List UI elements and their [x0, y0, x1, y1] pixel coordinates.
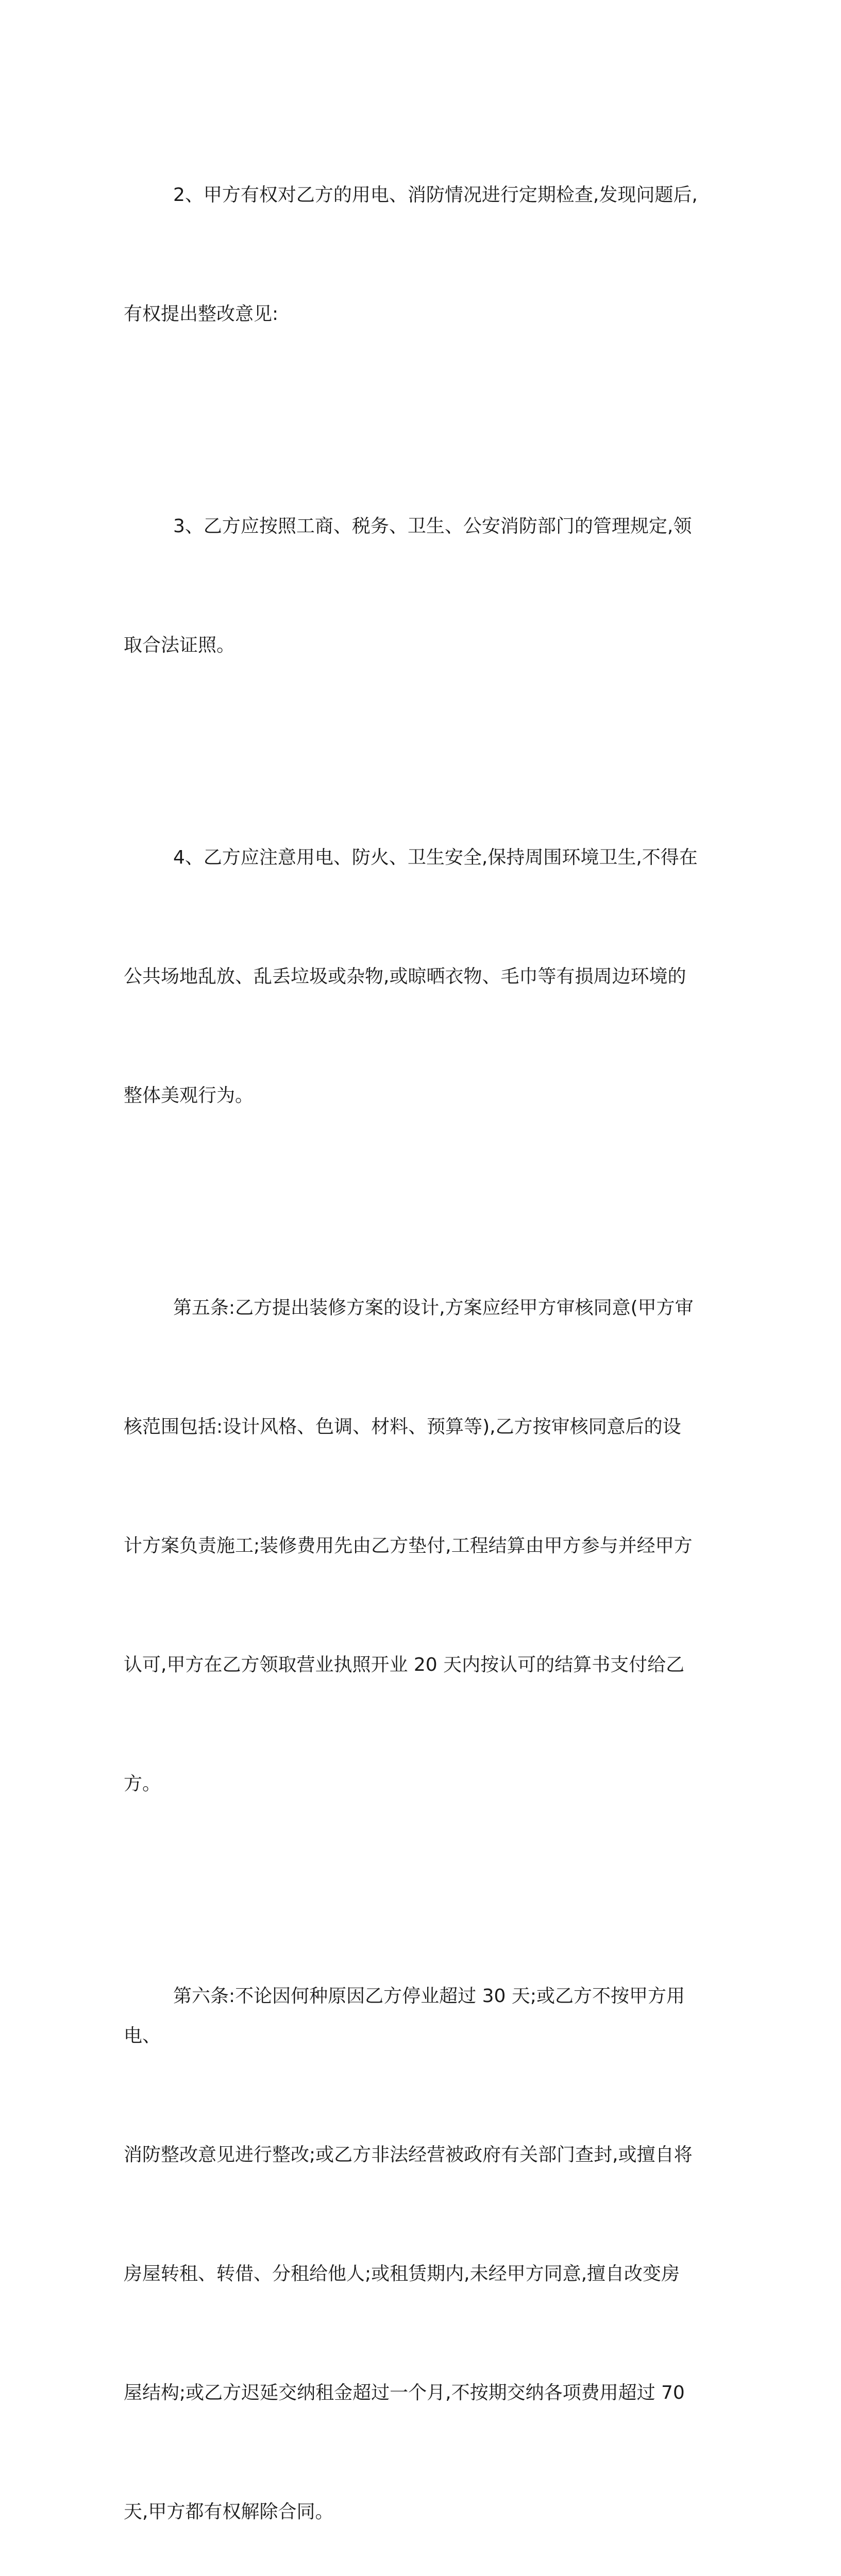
paragraph-line: 取合法证照。	[124, 635, 236, 656]
paragraph-line: 2、甲方有权对乙方的用电、消防情况进行定期检查,发现问题后,	[173, 184, 698, 206]
paragraph-line: 认可,甲方在乙方领取营业执照开业 20 天内按认可的结算书支付给乙	[124, 1654, 685, 1675]
paragraph-line: 核范围包括:设计风格、色调、材料、预算等),乙方按审核同意后的设	[124, 1416, 681, 1437]
article-6-paragraph	[124, 1897, 721, 2576]
clause-3-paragraph	[124, 427, 721, 744]
paragraph-line: 消防整改意见进行整改;或乙方非法经营被政府有关部门查封,或擅自将	[124, 2144, 693, 2165]
paragraph-line: 有权提出整改意见:	[124, 303, 279, 325]
paragraph-line: 房屋转租、转借、分租给他人;或租赁期内,未经甲方同意,擅自改变房	[124, 2263, 680, 2284]
clause-4-paragraph	[124, 758, 721, 1195]
paragraph-line: 整体美观行为。	[124, 1085, 254, 1106]
document-body	[124, 96, 721, 2576]
clause-2-paragraph	[124, 96, 721, 413]
paragraph-line: 方。	[124, 1773, 161, 1794]
paragraph-line: 屋结构;或乙方迟延交纳租金超过一个月,不按期交纳各项费用超过 70	[124, 2382, 685, 2403]
paragraph-line: 4、乙方应注意用电、防火、卫生安全,保持周围环境卫生,不得在	[173, 847, 698, 868]
paragraph-line: 第五条:乙方提出装修方案的设计,方案应经甲方审核同意(甲方审	[173, 1297, 694, 1318]
article-5-paragraph	[124, 1209, 721, 1883]
paragraph-line: 天,甲方都有权解除合同。	[124, 2501, 334, 2522]
paragraph-line: 第六条:不论因何种原因乙方停业超过 30 天;或乙方不按甲方用电、	[124, 1986, 685, 2046]
paragraph-line: 3、乙方应按照工商、税务、卫生、公安消防部门的管理规定,领	[173, 516, 692, 537]
paragraph-line: 计方案负责施工;装修费用先由乙方垫付,工程结算由甲方参与并经甲方	[124, 1535, 693, 1556]
paragraph-line: 公共场地乱放、乱丢垃圾或杂物,或晾晒衣物、毛巾等有损周边环境的	[124, 966, 686, 987]
